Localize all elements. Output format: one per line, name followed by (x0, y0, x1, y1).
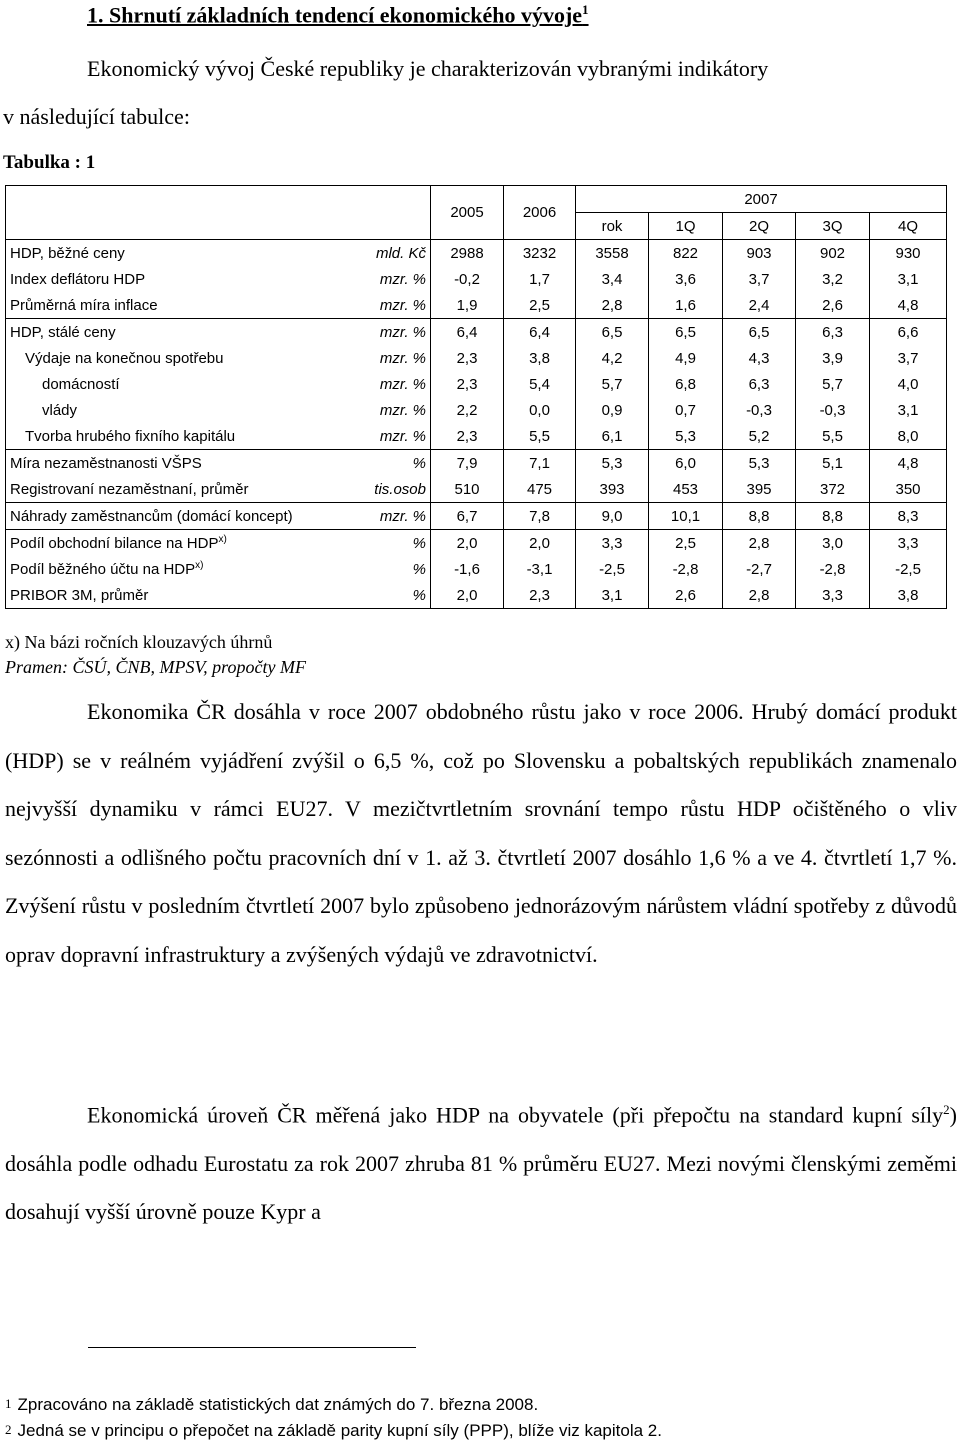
table-cell: 4,0 (870, 371, 947, 397)
table-cell: 0,0 (504, 397, 576, 423)
table-cell: 5,7 (796, 371, 870, 397)
footnote-1: 1 Zpracováno na základě statistických dat známých do 7. března 2008. (5, 1395, 539, 1414)
row-unit: tis.osob (351, 476, 431, 503)
table-cell: 0,9 (576, 397, 649, 423)
row-unit: mzr. % (351, 319, 431, 346)
table-cell: 3,6 (649, 266, 723, 292)
table-cell: 3,1 (576, 582, 649, 609)
table-cell: 6,4 (504, 319, 576, 346)
table-cell: 5,1 (796, 450, 870, 477)
table-cell: 2,6 (649, 582, 723, 609)
table-cell: 5,5 (796, 423, 870, 450)
row-label: HDP, běžné ceny (6, 240, 351, 267)
table-cell: 3,3 (870, 530, 947, 557)
table-cell: 3,1 (870, 397, 947, 423)
col-2007-rok: rok (576, 213, 649, 240)
row-label: Registrovaní nezaměstnaní, průměr (6, 476, 351, 503)
table-cell: 3558 (576, 240, 649, 267)
row-label: HDP, stálé ceny (6, 319, 351, 346)
table-cell: 2,4 (723, 292, 796, 319)
table-cell: 3,0 (796, 530, 870, 557)
col-2007-4q: 4Q (870, 213, 947, 240)
intro-line-1: Ekonomický vývoj České republiky je charakterizován vybranými indikátory (87, 56, 769, 81)
table-cell: -0,3 (796, 397, 870, 423)
table-row (6, 240, 947, 267)
col-2007: 2007 (576, 186, 947, 213)
table-row (6, 530, 947, 557)
table-cell: 2,3 (431, 371, 504, 397)
table-cell: 0,7 (649, 397, 723, 423)
table-cell: 5,2 (723, 423, 796, 450)
table-cell: 930 (870, 240, 947, 267)
row-unit: mzr. % (351, 345, 431, 371)
table-row (6, 319, 947, 346)
col-2005: 2005 (431, 186, 504, 240)
paragraph-1: Ekonomika ČR dosáhla v roce 2007 obdobného růstu jako v roce 2006. Hrubý domácí produkt (HDP) se v reálném vyjádření zvýšil o 6,5 %, což po Slovensku a pobaltských republikách znamenalo nejvyšší dynamiku v rámci EU27. V mezičtvrtletním srovnání tempo růstu HDP očištěného o vliv sezónnosti a odlišného počtu pracovních dní v 1. až 3. čtvrtletí 2007 dosáhlo 1,6 % a ve 4. čtvrtletí 1,7 %. Zvýšení růstu v posledním čtvrtletí 2007 bylo způsobeno jednorázovým nárůstem vládní spotřeby z důvodů oprav dopravní infrastruktury a zvýšených výdajů ve zdravotnictví. (5, 699, 957, 967)
row-unit: mzr. % (351, 423, 431, 450)
table-cell: -2,5 (576, 556, 649, 582)
footnote-ref-2: 2 (943, 1102, 950, 1117)
table-cell: 510 (431, 476, 504, 503)
table-cell: 6,8 (649, 371, 723, 397)
row-unit: mld. Kč (351, 240, 431, 267)
row-label: domácností (6, 371, 351, 397)
table-row (6, 423, 947, 450)
row-unit: mzr. % (351, 397, 431, 423)
table-source: Pramen: ČSÚ, ČNB, MPSV, propočty MF (5, 657, 306, 677)
table-cell: 822 (649, 240, 723, 267)
table-row (6, 450, 947, 477)
table-cell: 2,8 (723, 582, 796, 609)
table-cell: 3,1 (870, 266, 947, 292)
row-unit: mzr. % (351, 371, 431, 397)
table-cell: 1,9 (431, 292, 504, 319)
table-cell: 6,6 (870, 319, 947, 346)
table-cell: 8,3 (870, 503, 947, 530)
table-cell: 3,8 (870, 582, 947, 609)
row-unit: % (351, 556, 431, 582)
row-label: Míra nezaměstnanosti VŠPS (6, 450, 351, 477)
indicators-table (5, 185, 947, 609)
table-cell: -1,6 (431, 556, 504, 582)
table-cell: 5,7 (576, 371, 649, 397)
table-cell: 6,5 (576, 319, 649, 346)
table-cell: 2,0 (504, 530, 576, 557)
row-label: vlády (6, 397, 351, 423)
table-cell: 7,8 (504, 503, 576, 530)
table-cell: 1,6 (649, 292, 723, 319)
table-cell: 2,0 (431, 582, 504, 609)
footnote-2: 2 Jedná se v principu o přepočet na základě parity kupní síly (PPP), blíže viz kapitola 2. (5, 1421, 662, 1440)
row-unit: mzr. % (351, 292, 431, 319)
table-cell: 1,7 (504, 266, 576, 292)
table-cell: 6,7 (431, 503, 504, 530)
table-cell: 3,4 (576, 266, 649, 292)
table-cell: 4,3 (723, 345, 796, 371)
table-cell: 6,3 (796, 319, 870, 346)
table-cell: -2,7 (723, 556, 796, 582)
table-cell: 350 (870, 476, 947, 503)
table-cell: 5,5 (504, 423, 576, 450)
footnote-separator (88, 1347, 416, 1348)
table-cell: 6,3 (723, 371, 796, 397)
table-header-row-1 (6, 186, 947, 213)
table-cell: 2,5 (649, 530, 723, 557)
table-cell: 393 (576, 476, 649, 503)
table-cell: 2,0 (431, 530, 504, 557)
col-2007-1q: 1Q (649, 213, 723, 240)
table-cell: 4,2 (576, 345, 649, 371)
table-cell: 6,4 (431, 319, 504, 346)
row-unit: % (351, 530, 431, 557)
table-row (6, 503, 947, 530)
table-cell: -0,2 (431, 266, 504, 292)
table-cell: 3232 (504, 240, 576, 267)
table-cell: 5,4 (504, 371, 576, 397)
col-2007-2q: 2Q (723, 213, 796, 240)
row-label: Výdaje na konečnou spotřebu (6, 345, 351, 371)
table-cell: 2,3 (431, 423, 504, 450)
table-row (6, 582, 947, 609)
row-unit: % (351, 582, 431, 609)
table-cell: 6,0 (649, 450, 723, 477)
table-cell: 4,9 (649, 345, 723, 371)
row-label: Podíl obchodní bilance na HDP$^{x)}$ (6, 530, 351, 557)
table-cell: 2,8 (576, 292, 649, 319)
table-cell: 5,3 (649, 423, 723, 450)
table-cell: 2,3 (431, 345, 504, 371)
table-cell: 3,3 (796, 582, 870, 609)
table-cell: 902 (796, 240, 870, 267)
table-caption: Tabulka : 1 (3, 152, 96, 173)
row-label: PRIBOR 3M, průměr (6, 582, 351, 609)
row-label: Index deflátoru HDP (6, 266, 351, 292)
table-cell: 2,2 (431, 397, 504, 423)
table-cell: 3,7 (723, 266, 796, 292)
table-cell: 5,3 (723, 450, 796, 477)
table-cell: 5,3 (576, 450, 649, 477)
table-note-x: x) Na bázi ročních klouzavých úhrnů (5, 632, 273, 652)
table-row (6, 345, 947, 371)
col-2007-3q: 3Q (796, 213, 870, 240)
table-cell: 2,8 (723, 530, 796, 557)
table-cell: 4,8 (870, 292, 947, 319)
table-cell: 6,5 (723, 319, 796, 346)
table-row (6, 397, 947, 423)
table-cell: 3,7 (870, 345, 947, 371)
table-cell: 3,8 (504, 345, 576, 371)
footnote-ref-1: 1 (582, 2, 589, 17)
table-cell: 6,1 (576, 423, 649, 450)
table-cell: 7,9 (431, 450, 504, 477)
table-cell: -2,5 (870, 556, 947, 582)
table-cell: 8,8 (796, 503, 870, 530)
table-cell: -2,8 (796, 556, 870, 582)
table-cell: 903 (723, 240, 796, 267)
paragraph-2: Ekonomická úroveň ČR měřená jako HDP na obyvatele (při přepočtu na standard kupní síly$^2$) dosáhla podle odhadu Eurostatu za rok 2007 zhruba 81 % průměru EU27. Mezi novými členskými zeměmi dosahují vyšší úrovně pouze Kypr a (5, 1102, 957, 1225)
table-cell: 8,8 (723, 503, 796, 530)
table-cell: 9,0 (576, 503, 649, 530)
table-cell: 372 (796, 476, 870, 503)
row-unit: % (351, 450, 431, 477)
table-row (6, 476, 947, 503)
table-row (6, 556, 947, 582)
table-row (6, 292, 947, 319)
col-2006: 2006 (504, 186, 576, 240)
table-cell: 2,3 (504, 582, 576, 609)
table-cell: 6,5 (649, 319, 723, 346)
row-unit: mzr. % (351, 266, 431, 292)
table-cell: -2,8 (649, 556, 723, 582)
row-label: Náhrady zaměstnancům (domácí koncept) (6, 503, 351, 530)
table-cell: 10,1 (649, 503, 723, 530)
table-cell: 4,8 (870, 450, 947, 477)
table-cell: 475 (504, 476, 576, 503)
row-label: Tvorba hrubého fixního kapitálu (6, 423, 351, 450)
table-row (6, 266, 947, 292)
table-cell: 395 (723, 476, 796, 503)
section-heading: 1. Shrnutí základních tendencí ekonomického vývoje$^1$ (87, 2, 589, 28)
row-label: Podíl běžného účtu na HDP$^{x)}$ (6, 556, 351, 582)
table-cell: 3,9 (796, 345, 870, 371)
table-cell: 453 (649, 476, 723, 503)
table-cell: 3,3 (576, 530, 649, 557)
table-cell: 7,1 (504, 450, 576, 477)
row-unit: mzr. % (351, 503, 431, 530)
table-cell: 2,6 (796, 292, 870, 319)
table-cell: -0,3 (723, 397, 796, 423)
table-cell: 2988 (431, 240, 504, 267)
table-cell: 2,5 (504, 292, 576, 319)
table-row (6, 371, 947, 397)
row-label: Průměrná míra inflace (6, 292, 351, 319)
table-cell: -3,1 (504, 556, 576, 582)
intro-line-2: v následující tabulce: (3, 104, 190, 129)
table-cell: 8,0 (870, 423, 947, 450)
table-cell: 3,2 (796, 266, 870, 292)
